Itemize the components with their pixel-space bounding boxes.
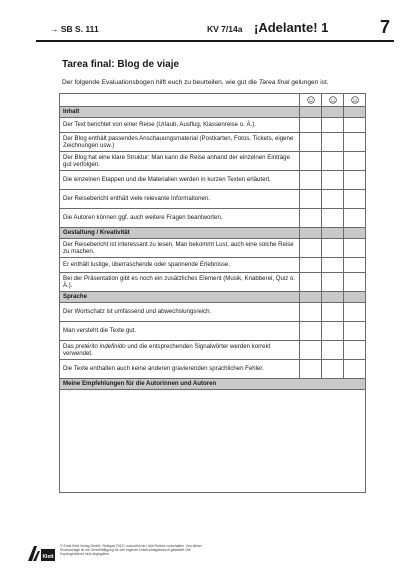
worksheet-code: KV 7/14a <box>207 24 243 34</box>
criterion-rating-happy[interactable] <box>300 303 322 322</box>
criterion-rating-neutral[interactable] <box>322 360 344 379</box>
criterion-text-start: Das <box>63 342 76 350</box>
section-header-cell <box>344 292 366 303</box>
criterion-text: Der Blog enthält passendes Anschauungsmaterial (Postkarten, Fotos, Tickets, eigene Zeichnungen usw.) <box>60 133 300 152</box>
rating-header-neutral <box>322 94 344 107</box>
criterion-rating-happy[interactable] <box>300 152 322 171</box>
criterion-rating-neutral[interactable] <box>322 171 344 190</box>
unit-number: 7 <box>379 17 390 37</box>
criterion-row <box>60 171 366 190</box>
criterion-text: Er enthält lustige, überraschende oder spannende Erlebnisse. <box>60 258 300 273</box>
smiley-neutral-icon <box>329 96 337 104</box>
rating-header-sad <box>344 94 366 107</box>
criterion-row <box>60 118 366 133</box>
criterion-text: Man versteht die Texte gut. <box>60 322 300 341</box>
evaluation-table-body <box>60 94 366 493</box>
intro-text-emphasis: Tarea final <box>258 79 290 86</box>
section-title: Gestaltung / Kreativität <box>60 228 300 239</box>
page-header <box>36 17 394 42</box>
recommendations-write-area[interactable] <box>60 390 366 493</box>
criterion-row <box>60 152 366 171</box>
criterion-rating-sad[interactable] <box>344 273 366 292</box>
criterion-text-emphasis: pretérito indefinido <box>75 342 126 350</box>
rating-header-happy <box>300 94 322 107</box>
section-header-row <box>60 292 366 303</box>
criterion-rating-happy[interactable] <box>300 360 322 379</box>
criterion-rating-sad[interactable] <box>344 341 366 360</box>
section-title: Sprache <box>60 292 300 303</box>
page-title: Tarea final: Blog de viaje <box>62 59 180 70</box>
criterion-rating-neutral[interactable] <box>322 209 344 228</box>
evaluation-table <box>59 93 366 493</box>
criterion-rating-neutral[interactable] <box>322 239 344 258</box>
criterion-rating-sad[interactable] <box>344 360 366 379</box>
criterion-rating-sad[interactable] <box>344 152 366 171</box>
criterion-rating-sad[interactable] <box>344 303 366 322</box>
intro-text <box>62 79 329 86</box>
section-header-row <box>60 228 366 239</box>
criterion-text: Die Autoren können ggf. auch weitere Fragen beantworten. <box>60 209 300 228</box>
section-header-row <box>60 107 366 118</box>
smiley-happy-icon <box>307 96 315 104</box>
criterion-rating-happy[interactable] <box>300 258 322 273</box>
criterion-rating-sad[interactable] <box>344 133 366 152</box>
criterion-text-end: und die entsprechenden Signalwörter werden korrekt verwendet. <box>63 342 271 357</box>
criterion-text: Der Reisebericht ist interessant zu lesen. Man bekommt Lust, auch eine solche Reise zu machen. <box>60 239 300 258</box>
criterion-rating-neutral[interactable] <box>322 341 344 360</box>
criterion-rating-neutral[interactable] <box>322 273 344 292</box>
criterion-row <box>60 341 366 360</box>
criterion-row <box>60 258 366 273</box>
criterion-rating-sad[interactable] <box>344 171 366 190</box>
criterion-rating-sad[interactable] <box>344 209 366 228</box>
intro-text-start: Der folgende Evaluationsbogen hilft euch zu beurteilen, wie gut die <box>62 79 259 86</box>
klett-logo-text: Klett <box>42 554 54 560</box>
criterion-rating-happy[interactable] <box>300 171 322 190</box>
criterion-rating-sad[interactable] <box>344 258 366 273</box>
criterion-text: Der Wortschatz ist umfassend und abwechslungsreich. <box>60 303 300 322</box>
criterion-rating-sad[interactable] <box>344 322 366 341</box>
section-header-cell <box>300 107 322 118</box>
criterion-rating-sad[interactable] <box>344 118 366 133</box>
section-header-cell <box>322 292 344 303</box>
criterion-text: Die Texte enthalten auch keine anderen gravierenden sprachlichen Fehler. <box>60 360 300 379</box>
recommendations-header-row <box>60 379 366 390</box>
section-title: Inhalt <box>60 107 300 118</box>
criterion-row <box>60 239 366 258</box>
recommendations-row <box>60 390 366 493</box>
criterion-row <box>60 133 366 152</box>
section-header-cell <box>344 228 366 239</box>
criterion-rating-neutral[interactable] <box>322 322 344 341</box>
criterion-rating-happy[interactable] <box>300 322 322 341</box>
criterion-rating-happy[interactable] <box>300 209 322 228</box>
copyright-notice: © Ernst Klett Verlag GmbH, Stuttgart 2013 | www.klett.de | Alle Rechte vorbehalten. Von dieser Druckvorlage ist die Vervielfältigung für den eigenen Unterrichtsgebrauch gestattet. Die Kopiergebühren sind abgegolten. <box>60 544 202 557</box>
criterion-rating-happy[interactable] <box>300 239 322 258</box>
criterion-text: Bei der Präsentation gibt es noch ein zusätzliches Element (Musik, Knabberei, Quiz o. Ä.). <box>60 273 300 292</box>
criterion-rating-neutral[interactable] <box>322 303 344 322</box>
intro-text-end: gelungen ist. <box>289 79 329 86</box>
criterion-row <box>60 303 366 322</box>
smiley-sad-icon <box>351 96 359 104</box>
page-footer <box>26 541 376 565</box>
criterion-row <box>60 322 366 341</box>
book-title: ¡Adelante! 1 <box>254 20 329 35</box>
criterion-rating-happy[interactable] <box>300 190 322 209</box>
criterion-rating-happy[interactable] <box>300 341 322 360</box>
criterion-rating-neutral[interactable] <box>322 190 344 209</box>
criterion-rating-neutral[interactable] <box>322 152 344 171</box>
criterion-rating-neutral[interactable] <box>322 133 344 152</box>
criterion-rating-sad[interactable] <box>344 239 366 258</box>
criterion-rating-happy[interactable] <box>300 273 322 292</box>
criterion-text: Die einzelnen Etappen und die Materialien werden in kurzen Texten erläutert. <box>60 171 300 190</box>
section-header-cell <box>344 107 366 118</box>
criterion-text: Der Blog hat eine klare Struktur: Man kann die Reise anhand der einzelnen Einträge gut verfolgen. <box>60 152 300 171</box>
criterion-row <box>60 273 366 292</box>
section-header-cell <box>322 228 344 239</box>
criterion-rating-neutral[interactable] <box>322 118 344 133</box>
criterion-rating-happy[interactable] <box>300 133 322 152</box>
criterion-text <box>60 341 300 360</box>
recommendations-title: Meine Empfehlungen für die Autorinnen und Autoren <box>60 379 366 390</box>
section-header-cell <box>300 292 322 303</box>
criterion-rating-sad[interactable] <box>344 190 366 209</box>
section-header-cell <box>300 228 322 239</box>
rating-header-row <box>60 94 366 107</box>
criteria-header-cell <box>60 94 300 107</box>
klett-logo <box>26 543 56 563</box>
criterion-rating-happy[interactable] <box>300 118 322 133</box>
criterion-row <box>60 360 366 379</box>
section-header-cell <box>322 107 344 118</box>
criterion-row <box>60 209 366 228</box>
criterion-row <box>60 190 366 209</box>
criterion-text: Der Text berichtet von einer Reise (Urlaub, Ausflug, Klassenreise o. Ä.). <box>60 118 300 133</box>
textbook-reference: → SB S. 111 <box>50 24 99 34</box>
criterion-text: Der Reisebericht enthält viele relevante Informationen. <box>60 190 300 209</box>
criterion-rating-neutral[interactable] <box>322 258 344 273</box>
